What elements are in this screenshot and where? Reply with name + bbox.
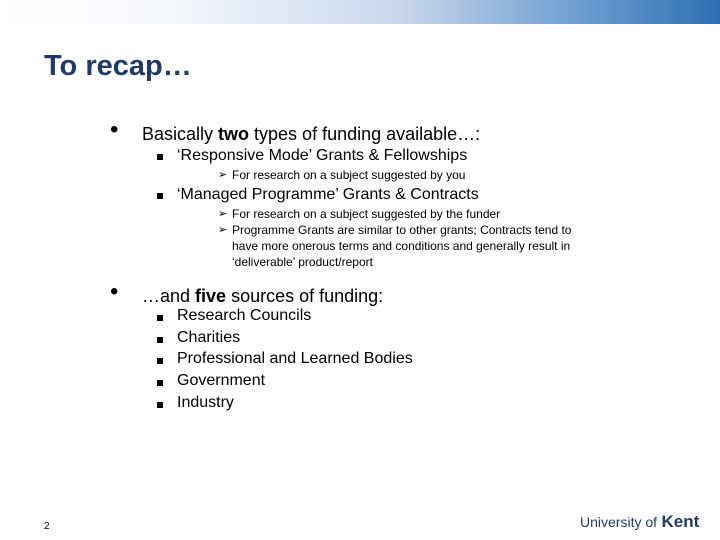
square-bullet xyxy=(157,315,163,321)
funding-source-item: Professional and Learned Bodies xyxy=(177,350,413,367)
point1-text xyxy=(142,124,480,145)
funding-source-item: Research Councils xyxy=(177,307,312,324)
logo-kent-text: Kent xyxy=(661,512,700,531)
logo-university-text: University of xyxy=(580,514,658,530)
point1-bold: two xyxy=(218,124,250,144)
page-number: 2 xyxy=(44,521,50,532)
top-gradient-bar xyxy=(0,0,720,24)
square-bullet xyxy=(157,402,163,408)
bullet-dot: • xyxy=(110,116,119,143)
point1-suffix: types of funding available…: xyxy=(249,124,481,144)
point1-sub2-detail2-line2: have more onerous terms and conditions and generally result in xyxy=(232,239,571,253)
funding-source-item: Charities xyxy=(177,329,241,346)
funding-source-item: Industry xyxy=(177,394,234,411)
point1-sub2-detail2-line3: ‘deliverable’ product/report xyxy=(232,255,373,269)
square-bullet xyxy=(157,154,163,160)
point2-suffix: sources of funding: xyxy=(226,286,384,306)
point1-sub2: ‘Managed Programme’ Grants & Contracts xyxy=(177,186,479,203)
point2-bold: five xyxy=(195,286,227,306)
funding-source-item: Government xyxy=(177,372,266,389)
arrow-bullet: ➢ xyxy=(218,224,228,236)
square-bullet xyxy=(157,193,163,199)
square-bullet xyxy=(157,380,163,386)
point1-sub2-detail2-line1: Programme Grants are similar to other grants; Contracts tend to xyxy=(232,223,572,237)
slide-title: To recap… xyxy=(44,50,192,82)
point1-prefix: Basically xyxy=(142,124,219,144)
arrow-bullet: ➢ xyxy=(218,169,228,181)
point1-sub2-detail1: For research on a subject suggested by the funder xyxy=(232,207,501,221)
point1-sub1-detail: For research on a subject suggested by you xyxy=(232,168,466,182)
bullet-dot: • xyxy=(110,278,119,305)
arrow-bullet: ➢ xyxy=(218,208,228,220)
point2-prefix: …and xyxy=(142,286,196,306)
square-bullet xyxy=(157,337,163,343)
point1-sub1: ‘Responsive Mode’ Grants & Fellowships xyxy=(177,147,468,164)
point2-text xyxy=(142,286,383,307)
square-bullet xyxy=(157,358,163,364)
university-logo xyxy=(580,512,699,532)
